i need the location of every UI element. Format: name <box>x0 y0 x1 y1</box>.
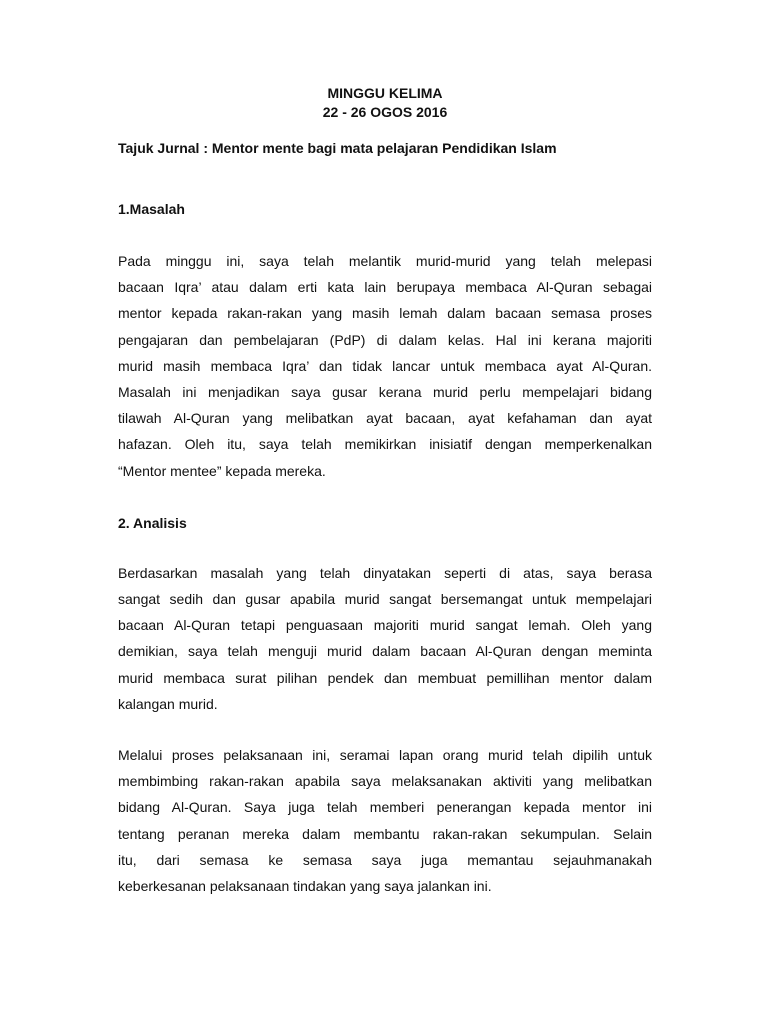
text-line: Masalah ini menjadikan saya gusar kerana murid perlu mempelajari bidang <box>118 384 652 401</box>
text-line: sangat sedih dan gusar apabila murid sangat bersemangat untuk mempelajari <box>118 591 652 608</box>
text-line: mentor kepada rakan-rakan yang masih lemah dalam bacaan semasa proses <box>118 305 652 322</box>
text-line: Pada minggu ini, saya telah melantik murid-murid yang telah melepasi <box>118 253 652 269</box>
document-header <box>118 84 652 122</box>
document-page <box>118 84 652 899</box>
paragraph-analisis-2 <box>118 742 652 899</box>
text-line: Berdasarkan masalah yang telah dinyatakan seperti di atas, saya berasa <box>118 564 652 581</box>
text-line: murid membaca surat pilihan pendek dan membuat pemillihan mentor dalam <box>118 669 652 686</box>
text-line: Melalui proses pelaksanaan ini, seramai lapan orang murid telah dipilih untuk <box>118 747 652 764</box>
text-line: hafazan. Oleh itu, saya telah memikirkan inisiatif dengan memperkenalkan <box>118 436 652 453</box>
text-line: bacaan Al-Quran tetapi penguasaan majoriti murid sangat lemah. Oleh yang <box>118 617 652 634</box>
paragraph-masalah <box>118 248 652 484</box>
paragraph-analisis-1 <box>118 560 652 717</box>
text-line: keberkesanan pelaksanaan tindakan yang saya jalankan ini. <box>118 878 492 895</box>
text-line: demikian, saya telah menguji murid dalam bacaan Al-Quran dengan meminta <box>118 643 652 660</box>
section-title-analisis: 2. Analisis <box>118 514 187 531</box>
week-heading: MINGGU KELIMA <box>327 85 443 101</box>
text-line: tentang peranan mereka dalam membantu rakan-rakan sekumpulan. Selain <box>118 825 652 842</box>
text-line: membimbing rakan-rakan apabila saya melaksanakan aktiviti yang melibatkan <box>118 773 652 790</box>
journal-title: Tajuk Jurnal : Mentor mente bagi mata pelajaran Pendidikan Islam <box>118 140 557 156</box>
text-line: itu, dari semasa ke semasa saya juga memantau sejauhmanakah <box>118 851 652 868</box>
text-line: kalangan murid. <box>118 695 218 712</box>
text-line: murid masih membaca Iqra’ dan tidak lancar untuk membaca ayat Al-Quran. <box>118 357 652 374</box>
section-title-masalah: 1.Masalah <box>118 201 185 217</box>
date-range: 22 - 26 OGOS 2016 <box>322 104 448 120</box>
text-line: pengajaran dan pembelajaran (PdP) di dalam kelas. Hal ini kerana majoriti <box>118 331 652 348</box>
text-line: bacaan Iqra’ atau dalam erti kata lain berupaya membaca Al-Quran sebagai <box>118 279 652 296</box>
text-line: “Mentor mentee” kepada mereka. <box>118 462 326 479</box>
text-line: tilawah Al-Quran yang melibatkan ayat bacaan, ayat kefahaman dan ayat <box>118 410 652 427</box>
text-line: bidang Al-Quran. Saya juga telah memberi penerangan kepada mentor ini <box>118 799 652 816</box>
